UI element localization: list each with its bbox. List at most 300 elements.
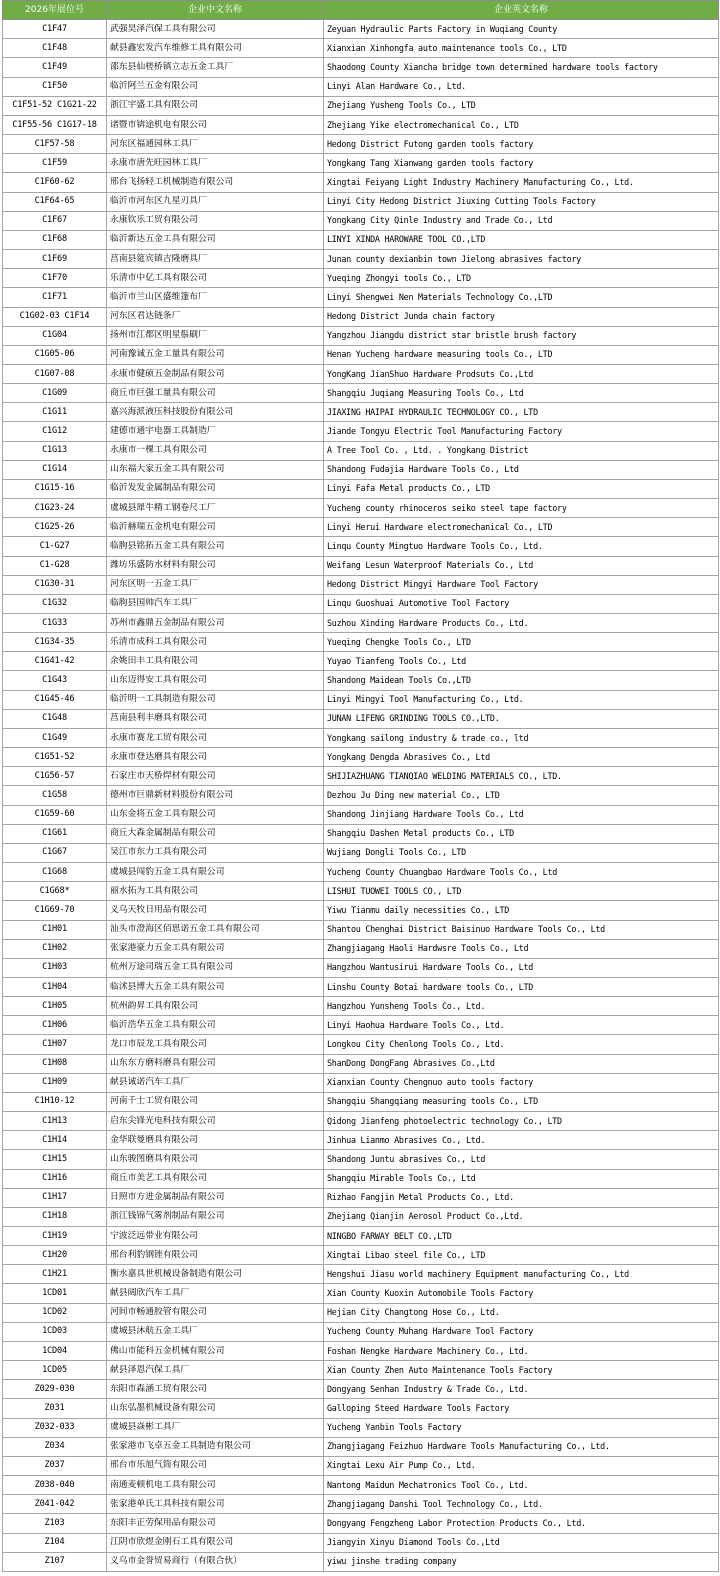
table-row[interactable] <box>3 1322 719 1341</box>
table-row[interactable] <box>3 824 719 843</box>
english-name-cell[interactable]: Shandong Fudajia Hardware Tools Co., Ltd <box>324 460 719 479</box>
table-row[interactable] <box>3 1016 719 1035</box>
booth-cell[interactable]: C1G33 <box>3 614 107 633</box>
english-name-cell[interactable]: Yuyao Tianfeng Tools Co., Ltd <box>324 652 719 671</box>
english-name-cell[interactable]: Yiwu Tianmu daily necessities Co., LTD <box>324 901 719 920</box>
english-name-cell[interactable]: Linyi Herui Hardware electromechanical Co., LTD <box>324 518 719 537</box>
english-name-cell[interactable]: Hedong District Futong garden tools factory <box>324 135 719 154</box>
table-row[interactable] <box>3 863 719 882</box>
chinese-name-cell[interactable]: 临沂市河东区九星刃具厂 <box>107 192 324 211</box>
english-name-cell[interactable]: Yucheng Yanbin Tools Factory <box>324 1418 719 1437</box>
english-name-cell[interactable]: Nantong Maidun Mechatronics Tool Co., Ltd. <box>324 1476 719 1495</box>
english-name-cell[interactable]: Xian County Kuoxin Automobile Tools Factory <box>324 1284 719 1303</box>
booth-cell[interactable]: C1G13 <box>3 441 107 460</box>
chinese-name-cell[interactable]: 浙江宇盛工具有限公司 <box>107 96 324 115</box>
chinese-name-cell[interactable]: 张家港单氏工具科技有限公司 <box>107 1495 324 1514</box>
booth-cell[interactable]: C1G07-08 <box>3 364 107 383</box>
booth-cell[interactable]: C1G12 <box>3 422 107 441</box>
booth-cell[interactable]: C1G61 <box>3 824 107 843</box>
chinese-name-cell[interactable]: 浙江钱锦气雾剂制品有限公司 <box>107 1207 324 1226</box>
english-name-cell[interactable]: Yongkang Dengda Abrasives Co., Ltd <box>324 748 719 767</box>
english-name-cell[interactable]: Jiangyin Xinyu Diamond Tools Co.,Ltd <box>324 1533 719 1552</box>
booth-cell[interactable]: C1F71 <box>3 288 107 307</box>
booth-cell[interactable]: 1CD03 <box>3 1322 107 1341</box>
chinese-name-cell[interactable]: 虞城县闯豹五金工具有限公司 <box>107 863 324 882</box>
english-name-cell[interactable]: Zhejiang Qianjin Aerosol Product Co.,Ltd. <box>324 1207 719 1226</box>
english-name-cell[interactable]: Zhejiang Yike electromechanical Co., LTD <box>324 115 719 134</box>
table-row[interactable] <box>3 1207 719 1226</box>
booth-cell[interactable]: 1CD01 <box>3 1284 107 1303</box>
table-row[interactable] <box>3 939 719 958</box>
chinese-name-cell[interactable]: 临沭县博大五金工具有限公司 <box>107 977 324 996</box>
table-row[interactable] <box>3 422 719 441</box>
table-row[interactable] <box>3 326 719 345</box>
table-row[interactable] <box>3 115 719 134</box>
english-name-cell[interactable]: YongKang JianShuo Hardware Prodsuts Co.,Ltd <box>324 364 719 383</box>
chinese-name-cell[interactable]: 佛山市能科五金机械有限公司 <box>107 1341 324 1360</box>
chinese-name-cell[interactable]: 汕头市澄海区佰思诺五金工具有限公司 <box>107 920 324 939</box>
english-name-cell[interactable]: Wujiang Dongli Tools Co., LTD <box>324 843 719 862</box>
english-name-cell[interactable]: Linyi City Hedong District Jiuxing Cutting Tools Factory <box>324 192 719 211</box>
booth-cell[interactable]: Z107 <box>3 1552 107 1571</box>
table-row[interactable] <box>3 250 719 269</box>
english-name-cell[interactable]: Shangqiu Mirable Tools Co., Ltd <box>324 1169 719 1188</box>
english-name-cell[interactable]: LISHUI TUOWEI TOOLS CO., LTD <box>324 882 719 901</box>
booth-cell[interactable]: C1-G28 <box>3 556 107 575</box>
english-name-cell[interactable]: Yucheng county rhinoceros seiko steel tape factory <box>324 499 719 518</box>
chinese-name-cell[interactable]: 河南千士工贸有限公司 <box>107 1092 324 1111</box>
table-row[interactable] <box>3 1092 719 1111</box>
chinese-name-cell[interactable]: 河南豫诚五金工量具有限公司 <box>107 345 324 364</box>
chinese-name-cell[interactable]: 东阳丰正劳保用品有限公司 <box>107 1514 324 1533</box>
booth-cell[interactable]: C1G68 <box>3 863 107 882</box>
table-row[interactable] <box>3 154 719 173</box>
table-row[interactable] <box>3 269 719 288</box>
chinese-name-cell[interactable]: 江阴市欣煜金刚石工具有限公司 <box>107 1533 324 1552</box>
booth-cell[interactable]: C1H13 <box>3 1112 107 1131</box>
booth-cell[interactable]: C1G04 <box>3 326 107 345</box>
chinese-name-cell[interactable]: 张家港豪力五金工具有限公司 <box>107 939 324 958</box>
table-row[interactable] <box>3 671 719 690</box>
chinese-name-cell[interactable]: 虞城县犀牛精工钢卷尺工厂 <box>107 499 324 518</box>
english-name-column-header[interactable]: 企业英文名称 <box>324 1 719 20</box>
chinese-name-cell[interactable]: 苏州市鑫鼎五金制品有限公司 <box>107 614 324 633</box>
english-name-cell[interactable]: Hengshui Jiasu world machinery Equipment manufacturing Co., Ltd <box>324 1265 719 1284</box>
booth-cell[interactable]: C1F55-56 C1G17-18 <box>3 115 107 134</box>
booth-cell[interactable]: C1H15 <box>3 1150 107 1169</box>
chinese-name-cell[interactable]: 河东区福通园林工具厂 <box>107 135 324 154</box>
english-name-cell[interactable]: Hedong District Mingyi Hardware Tool Factory <box>324 575 719 594</box>
english-name-cell[interactable]: yiwu jinshe trading company <box>324 1552 719 1571</box>
english-name-cell[interactable]: Shangqiu Dashen Metal products Co., LTD <box>324 824 719 843</box>
table-row[interactable] <box>3 1341 719 1360</box>
booth-cell[interactable]: C1G41-42 <box>3 652 107 671</box>
chinese-name-cell[interactable]: 献县鑫宏发汽车维修工具有限公司 <box>107 39 324 58</box>
chinese-name-cell[interactable]: 嘉兴海派液压科技股份有限公司 <box>107 403 324 422</box>
table-row[interactable] <box>3 556 719 575</box>
english-name-cell[interactable]: Zhangjiagang Feizhuo Hardware Tools Manufacturing Co., Ltd. <box>324 1437 719 1456</box>
table-row[interactable] <box>3 1035 719 1054</box>
english-name-cell[interactable]: NINGBO FARWAY BELT CO.,LTD <box>324 1227 719 1246</box>
english-name-cell[interactable]: Galloping Steed Hardware Tools Factory <box>324 1399 719 1418</box>
chinese-name-cell[interactable]: 邵东县仙槎桥镇立志五金工具厂 <box>107 58 324 77</box>
english-name-cell[interactable]: Shangqiu Shangqiang measuring tools Co., LTD <box>324 1092 719 1111</box>
booth-cell[interactable]: C1H20 <box>3 1246 107 1265</box>
chinese-name-cell[interactable]: 山东福大家五金工具有限公司 <box>107 460 324 479</box>
chinese-name-cell[interactable]: 杭州韵昇工具有限公司 <box>107 997 324 1016</box>
chinese-name-cell[interactable]: 献县诚诺汽车工具厂 <box>107 1073 324 1092</box>
chinese-name-cell[interactable]: 莒南县筵宾镇吉隆磨具厂 <box>107 250 324 269</box>
english-name-cell[interactable]: Shaodong County Xiancha bridge town determined hardware tools factory <box>324 58 719 77</box>
table-row[interactable] <box>3 39 719 58</box>
booth-cell[interactable]: C1G68* <box>3 882 107 901</box>
chinese-name-cell[interactable]: 邢台飞扬轻工机械制造有限公司 <box>107 173 324 192</box>
chinese-name-cell[interactable]: 邢台市乐旭气筒有限公司 <box>107 1456 324 1475</box>
table-row[interactable] <box>3 499 719 518</box>
table-row[interactable] <box>3 384 719 403</box>
english-name-cell[interactable]: Junan county dexianbin town Jielong abrasives factory <box>324 250 719 269</box>
booth-cell[interactable]: C1H17 <box>3 1188 107 1207</box>
table-row[interactable] <box>3 192 719 211</box>
table-row[interactable] <box>3 1303 719 1322</box>
chinese-name-cell[interactable]: 临沂明一工具制造有限公司 <box>107 690 324 709</box>
table-row[interactable] <box>3 882 719 901</box>
chinese-name-cell[interactable]: 武强昊泽汽保工具有限公司 <box>107 20 324 39</box>
booth-column-header[interactable]: 2026年展位号 <box>3 1 107 20</box>
chinese-name-cell[interactable]: 吴江市东力工具有限公司 <box>107 843 324 862</box>
english-name-cell[interactable]: Linyi Shengwei Nen Materials Technology Co.,LTD <box>324 288 719 307</box>
table-row[interactable] <box>3 230 719 249</box>
chinese-name-cell[interactable]: 宁波泛远带业有限公司 <box>107 1227 324 1246</box>
booth-cell[interactable]: C1G32 <box>3 594 107 613</box>
chinese-name-cell[interactable]: 扬州市江都区明星鬃刷厂 <box>107 326 324 345</box>
english-name-cell[interactable]: Zhejiang Yusheng Tools Co., LTD <box>324 96 719 115</box>
english-name-cell[interactable]: Qidong Jianfeng photoelectric technology Co., LTD <box>324 1112 719 1131</box>
booth-cell[interactable]: C1G49 <box>3 728 107 747</box>
chinese-name-cell[interactable]: 永康市赛龙工贸有限公司 <box>107 728 324 747</box>
chinese-name-cell[interactable]: 石家庄市天桥焊材有限公司 <box>107 767 324 786</box>
chinese-name-cell[interactable]: 临沂新达五金工具有限公司 <box>107 230 324 249</box>
booth-cell[interactable]: 1CD04 <box>3 1341 107 1360</box>
english-name-cell[interactable]: Dezhou Ju Ding new material Co., LTD <box>324 786 719 805</box>
english-name-cell[interactable]: Yongkang City Qinle Industry and Trade Co., Ltd <box>324 211 719 230</box>
table-row[interactable] <box>3 1246 719 1265</box>
table-row[interactable] <box>3 364 719 383</box>
chinese-name-cell[interactable]: 商丘市巨强工量具有限公司 <box>107 384 324 403</box>
english-name-cell[interactable]: Linyi Alan Hardware Co., Ltd. <box>324 77 719 96</box>
chinese-name-cell[interactable]: 河东区明一五金工具厂 <box>107 575 324 594</box>
english-name-cell[interactable]: Zhangjiagang Danshi Tool Technology Co., Ltd. <box>324 1495 719 1514</box>
table-row[interactable] <box>3 709 719 728</box>
chinese-name-cell[interactable]: 虞城县焱彬工具厂 <box>107 1418 324 1437</box>
english-name-cell[interactable]: Rizhao Fangjin Metal Products Co., Ltd. <box>324 1188 719 1207</box>
english-name-cell[interactable]: Yucheng County Chuangbao Hardware Tools Co., Ltd <box>324 863 719 882</box>
english-name-cell[interactable]: Xingtai Libao steel file Co., LTD <box>324 1246 719 1265</box>
booth-cell[interactable]: C1G45-46 <box>3 690 107 709</box>
chinese-name-cell[interactable]: 日照市方进金属制品有限公司 <box>107 1188 324 1207</box>
chinese-name-cell[interactable]: 永康市登达磨具有限公司 <box>107 748 324 767</box>
chinese-name-cell[interactable]: 东阳市森涵工贸有限公司 <box>107 1380 324 1399</box>
booth-cell[interactable]: Z038-040 <box>3 1476 107 1495</box>
table-row[interactable] <box>3 1188 719 1207</box>
table-row[interactable] <box>3 1284 719 1303</box>
table-row[interactable] <box>3 1361 719 1380</box>
english-name-cell[interactable]: Jiande Tongyu Electric Tool Manufacturing Factory <box>324 422 719 441</box>
english-name-cell[interactable]: Jinhua Lianmo Abrasives Co., Ltd. <box>324 1131 719 1150</box>
english-name-cell[interactable]: Yueqing Zhongyi tools Co., LTD <box>324 269 719 288</box>
booth-cell[interactable]: C1H09 <box>3 1073 107 1092</box>
chinese-name-cell[interactable]: 山东骏图磨具有限公司 <box>107 1150 324 1169</box>
chinese-name-cell[interactable]: 商丘大森金属制品有限公司 <box>107 824 324 843</box>
english-name-cell[interactable]: Yucheng County Muhang Hardware Tool Factory <box>324 1322 719 1341</box>
booth-cell[interactable]: Z041-042 <box>3 1495 107 1514</box>
booth-cell[interactable]: C1H16 <box>3 1169 107 1188</box>
english-name-cell[interactable]: Yueqing Chengke Tools Co., LTD <box>324 633 719 652</box>
chinese-name-column-header[interactable]: 企业中文名称 <box>107 1 324 20</box>
booth-cell[interactable]: C1G05-06 <box>3 345 107 364</box>
english-name-cell[interactable]: LINYI XINDA HAROWARE TOOL CO.,LTD <box>324 230 719 249</box>
table-row[interactable] <box>3 1227 719 1246</box>
booth-cell[interactable]: C1G11 <box>3 403 107 422</box>
chinese-name-cell[interactable]: 义乌市金誉贸易商行（有限合伙） <box>107 1552 324 1571</box>
booth-cell[interactable]: C1H14 <box>3 1131 107 1150</box>
table-row[interactable] <box>3 575 719 594</box>
table-row[interactable] <box>3 997 719 1016</box>
table-row[interactable] <box>3 786 719 805</box>
booth-cell[interactable]: C1H10-12 <box>3 1092 107 1111</box>
table-row[interactable] <box>3 901 719 920</box>
table-row[interactable] <box>3 1399 719 1418</box>
chinese-name-cell[interactable]: 杭州万途司瑞五金工具有限公司 <box>107 958 324 977</box>
booth-cell[interactable]: C1G48 <box>3 709 107 728</box>
table-row[interactable] <box>3 518 719 537</box>
table-row[interactable] <box>3 1131 719 1150</box>
english-name-cell[interactable]: Linqu Guoshuai Automotive Tool Factory <box>324 594 719 613</box>
chinese-name-cell[interactable]: 建德市通宇电器工具制造厂 <box>107 422 324 441</box>
table-row[interactable] <box>3 1054 719 1073</box>
booth-cell[interactable]: C1G09 <box>3 384 107 403</box>
booth-cell[interactable]: C1F48 <box>3 39 107 58</box>
booth-cell[interactable]: Z037 <box>3 1456 107 1475</box>
table-row[interactable] <box>3 843 719 862</box>
table-row[interactable] <box>3 1552 719 1571</box>
table-row[interactable] <box>3 345 719 364</box>
booth-cell[interactable]: Z032-033 <box>3 1418 107 1437</box>
table-row[interactable] <box>3 977 719 996</box>
table-row[interactable] <box>3 614 719 633</box>
table-row[interactable] <box>3 307 719 326</box>
english-name-cell[interactable]: Yongkang sailong industry & trade co., ltd <box>324 728 719 747</box>
booth-cell[interactable]: C1G59-60 <box>3 805 107 824</box>
table-row[interactable] <box>3 805 719 824</box>
booth-cell[interactable]: C1F67 <box>3 211 107 230</box>
english-name-cell[interactable]: Hangzhou Yunsheng Tools Co., Ltd. <box>324 997 719 1016</box>
english-name-cell[interactable]: Shantou Chenghai District Baisinuo Hardware Tools Co., Ltd <box>324 920 719 939</box>
booth-cell[interactable]: C1F69 <box>3 250 107 269</box>
booth-cell[interactable]: C1F59 <box>3 154 107 173</box>
english-name-cell[interactable]: Shandong Maidean Tools Co.,LTD <box>324 671 719 690</box>
booth-cell[interactable]: C1H21 <box>3 1265 107 1284</box>
english-name-cell[interactable]: Linqu County Mingtuo Hardware Tools Co., Ltd. <box>324 537 719 556</box>
chinese-name-cell[interactable]: 临沂发发金属制品有限公司 <box>107 479 324 498</box>
english-name-cell[interactable]: Hedong District Junda chain factory <box>324 307 719 326</box>
table-row[interactable] <box>3 1073 719 1092</box>
chinese-name-cell[interactable]: 启东尖锋光电科技有限公司 <box>107 1112 324 1131</box>
table-row[interactable] <box>3 633 719 652</box>
booth-cell[interactable]: C1F64-65 <box>3 192 107 211</box>
booth-cell[interactable]: C1G51-52 <box>3 748 107 767</box>
chinese-name-cell[interactable]: 张家港市飞卓五金工具制造有限公司 <box>107 1437 324 1456</box>
chinese-name-cell[interactable]: 丽水拓为工具有限公司 <box>107 882 324 901</box>
chinese-name-cell[interactable]: 商丘市美艺工具有限公司 <box>107 1169 324 1188</box>
chinese-name-cell[interactable]: 山东金将五金工具有限公司 <box>107 805 324 824</box>
english-name-cell[interactable]: Shandong Juntu abrasives Co., Ltd <box>324 1150 719 1169</box>
table-row[interactable] <box>3 1514 719 1533</box>
table-row[interactable] <box>3 1476 719 1495</box>
table-row[interactable] <box>3 652 719 671</box>
english-name-cell[interactable]: Weifang Lesun Waterproof Materials Co., Ltd <box>324 556 719 575</box>
chinese-name-cell[interactable]: 临沂赫瑞五金机电有限公司 <box>107 518 324 537</box>
english-name-cell[interactable]: Linyi Mingyi Tool Manufacturing Co., Ltd. <box>324 690 719 709</box>
chinese-name-cell[interactable]: 临朐县国帅汽车工具厂 <box>107 594 324 613</box>
table-row[interactable] <box>3 135 719 154</box>
booth-cell[interactable]: C1G56-57 <box>3 767 107 786</box>
table-row[interactable] <box>3 20 719 39</box>
chinese-name-cell[interactable]: 永康钦乐工贸有限公司 <box>107 211 324 230</box>
booth-cell[interactable]: C1F47 <box>3 20 107 39</box>
table-row[interactable] <box>3 537 719 556</box>
booth-cell[interactable]: C1G67 <box>3 843 107 862</box>
table-row[interactable] <box>3 594 719 613</box>
english-name-cell[interactable]: JIAXING HAIPAI HYDRAULIC TECHNOLOGY CO., LTD <box>324 403 719 422</box>
booth-cell[interactable]: C1G58 <box>3 786 107 805</box>
chinese-name-cell[interactable]: 山东东方磨料磨具有限公司 <box>107 1054 324 1073</box>
table-row[interactable] <box>3 1169 719 1188</box>
chinese-name-cell[interactable]: 诸暨市锛途机电有限公司 <box>107 115 324 134</box>
english-name-cell[interactable]: Shandong Jinjiang Hardware Tools Co., Ltd <box>324 805 719 824</box>
table-row[interactable] <box>3 1533 719 1552</box>
booth-cell[interactable]: C1G23-24 <box>3 499 107 518</box>
chinese-name-cell[interactable]: 乐清市中亿工具有限公司 <box>107 269 324 288</box>
table-row[interactable] <box>3 1456 719 1475</box>
chinese-name-cell[interactable]: 虞城县沐航五金工具厂 <box>107 1322 324 1341</box>
chinese-name-cell[interactable]: 河间市畅通胶管有限公司 <box>107 1303 324 1322</box>
english-name-cell[interactable]: Hejian City Changtong Hose Co., Ltd. <box>324 1303 719 1322</box>
booth-cell[interactable]: C1F50 <box>3 77 107 96</box>
booth-cell[interactable]: C1H18 <box>3 1207 107 1226</box>
table-row[interactable] <box>3 288 719 307</box>
english-name-cell[interactable]: Linyi Fafa Metal products Co., LTD <box>324 479 719 498</box>
booth-cell[interactable]: C1G30-31 <box>3 575 107 594</box>
chinese-name-cell[interactable]: 永康市健硕五金制品有限公司 <box>107 364 324 383</box>
booth-cell[interactable]: C1H19 <box>3 1227 107 1246</box>
english-name-cell[interactable]: Longkou City Chenlong Tools Co., Ltd. <box>324 1035 719 1054</box>
table-row[interactable] <box>3 1150 719 1169</box>
booth-cell[interactable]: C1G02-03 C1F14 <box>3 307 107 326</box>
booth-cell[interactable]: C1G14 <box>3 460 107 479</box>
chinese-name-cell[interactable]: 临朐县铭拓五金工具有限公司 <box>107 537 324 556</box>
english-name-cell[interactable]: Xianxian County Chengnuo auto tools factory <box>324 1073 719 1092</box>
english-name-cell[interactable]: Xingtai Feiyang Light Industry Machinery Manufacturing Co., Ltd. <box>324 173 719 192</box>
english-name-cell[interactable]: Yangzhou Jiangdu district star bristle brush factory <box>324 326 719 345</box>
chinese-name-cell[interactable]: 潍坊乐盛防水材料有限公司 <box>107 556 324 575</box>
english-name-cell[interactable]: Linyi Haohua Hardware Tools Co., Ltd. <box>324 1016 719 1035</box>
booth-cell[interactable]: Z031 <box>3 1399 107 1418</box>
booth-cell[interactable]: C1G15-16 <box>3 479 107 498</box>
booth-cell[interactable]: C1F57-58 <box>3 135 107 154</box>
table-row[interactable] <box>3 728 719 747</box>
english-name-cell[interactable]: Zhangjiagang Haoli Hardwsre Tools Co., Ltd <box>324 939 719 958</box>
chinese-name-cell[interactable]: 河东区君达链条厂 <box>107 307 324 326</box>
table-row[interactable] <box>3 1380 719 1399</box>
english-name-cell[interactable]: SHIJIAZHUANG TIANQIAO WELDING MATERIALS CO., LTD. <box>324 767 719 786</box>
english-name-cell[interactable]: Shangqiu Juqiang Measuring Tools Co., Ltd <box>324 384 719 403</box>
booth-cell[interactable]: C1F70 <box>3 269 107 288</box>
chinese-name-cell[interactable]: 乐清市成科工具有限公司 <box>107 633 324 652</box>
table-row[interactable] <box>3 441 719 460</box>
english-name-cell[interactable]: Henan Yucheng hardware measuring tools Co., LTD <box>324 345 719 364</box>
table-row[interactable] <box>3 1495 719 1514</box>
chinese-name-cell[interactable]: 临沂浩华五金工具有限公司 <box>107 1016 324 1035</box>
booth-cell[interactable]: C1G69-70 <box>3 901 107 920</box>
booth-cell[interactable]: C1G43 <box>3 671 107 690</box>
booth-cell[interactable]: C1H05 <box>3 997 107 1016</box>
chinese-name-cell[interactable]: 献县阔欣汽车工具厂 <box>107 1284 324 1303</box>
english-name-cell[interactable]: JUNAN LIFENG GRINDING TOOLS CO.,LTD. <box>324 709 719 728</box>
booth-cell[interactable]: C1H07 <box>3 1035 107 1054</box>
table-row[interactable] <box>3 460 719 479</box>
english-name-cell[interactable]: ShanDong DongFang Abrasives Co.,Ltd <box>324 1054 719 1073</box>
english-name-cell[interactable]: Dongyang Senhan Industry & Trade Co., Ltd. <box>324 1380 719 1399</box>
table-row[interactable] <box>3 767 719 786</box>
chinese-name-cell[interactable]: 南通麦顿机电工具有限公司 <box>107 1476 324 1495</box>
english-name-cell[interactable]: Dongyang Fengzheng Labor Protection Products Co., Ltd. <box>324 1514 719 1533</box>
english-name-cell[interactable]: Linshu County Botai hardware tools Co., LTD <box>324 977 719 996</box>
booth-cell[interactable]: C1G34-35 <box>3 633 107 652</box>
booth-cell[interactable]: Z029-030 <box>3 1380 107 1399</box>
booth-cell[interactable]: Z034 <box>3 1437 107 1456</box>
english-name-cell[interactable]: Yongkang Tang Xianwang garden tools factory <box>324 154 719 173</box>
table-row[interactable] <box>3 77 719 96</box>
table-row[interactable] <box>3 920 719 939</box>
booth-cell[interactable]: 1CD05 <box>3 1361 107 1380</box>
booth-cell[interactable]: C1H06 <box>3 1016 107 1035</box>
chinese-name-cell[interactable]: 临沂市兰山区盛维篷布厂 <box>107 288 324 307</box>
english-name-cell[interactable]: A Tree Tool Co. , Ltd. . Yongkang District <box>324 441 719 460</box>
english-name-cell[interactable]: Xianxian Xinhongfa auto maintenance tools Co., LTD <box>324 39 719 58</box>
table-row[interactable] <box>3 690 719 709</box>
chinese-name-cell[interactable]: 余姚田丰工具有限公司 <box>107 652 324 671</box>
booth-cell[interactable]: C1H04 <box>3 977 107 996</box>
chinese-name-cell[interactable]: 献县泽恩汽保工具厂 <box>107 1361 324 1380</box>
booth-cell[interactable]: C1F60-62 <box>3 173 107 192</box>
english-name-cell[interactable]: Foshan Nengke Hardware Machinery Co., Ltd. <box>324 1341 719 1360</box>
booth-cell[interactable]: C1H01 <box>3 920 107 939</box>
chinese-name-cell[interactable]: 山东迈得安工具有限公司 <box>107 671 324 690</box>
booth-cell[interactable]: C1H03 <box>3 958 107 977</box>
table-row[interactable] <box>3 58 719 77</box>
chinese-name-cell[interactable]: 山东弘墨机械设备有限公司 <box>107 1399 324 1418</box>
booth-cell[interactable]: Z103 <box>3 1514 107 1533</box>
chinese-name-cell[interactable]: 永康市唐先旺园林工具厂 <box>107 154 324 173</box>
table-row[interactable] <box>3 1437 719 1456</box>
chinese-name-cell[interactable]: 衡水嘉具世机械设备制造有限公司 <box>107 1265 324 1284</box>
chinese-name-cell[interactable]: 德州市巨鼎新材料股份有限公司 <box>107 786 324 805</box>
booth-cell[interactable]: C1G25-26 <box>3 518 107 537</box>
english-name-cell[interactable]: Xingtai Lexu Air Pump Co., Ltd. <box>324 1456 719 1475</box>
english-name-cell[interactable]: Hangzhou Wantusirui Hardware Tools Co., Ltd <box>324 958 719 977</box>
table-row[interactable] <box>3 958 719 977</box>
